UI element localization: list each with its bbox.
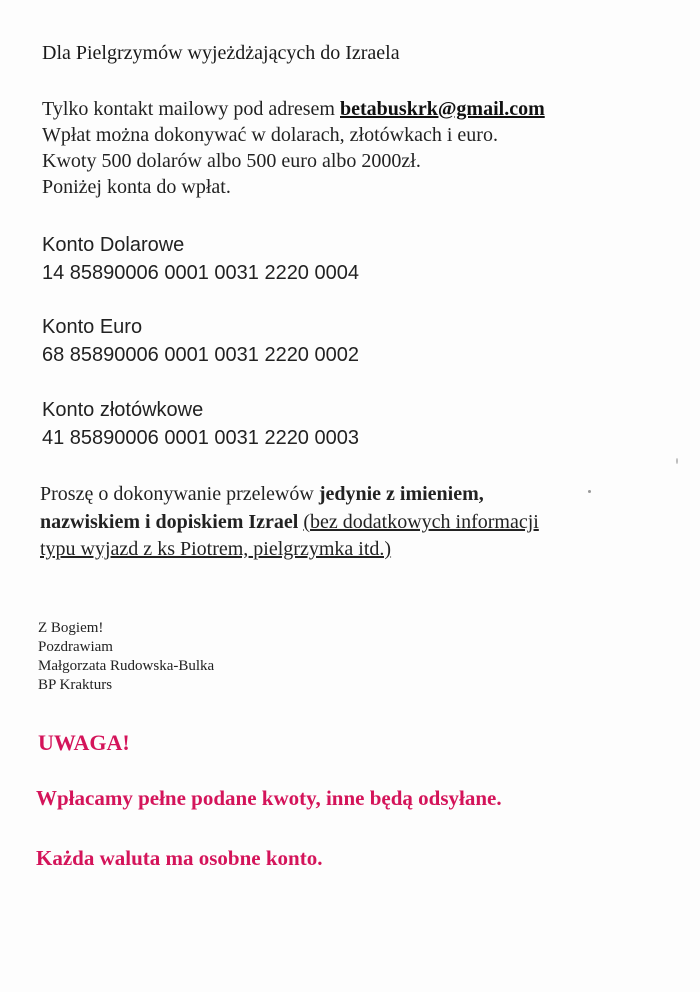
account-label-pln: Konto złotówkowe [42,399,204,421]
instructions-underline-1: (bez dodatkowych informacji [303,511,539,533]
contact-line [42,98,545,121]
account-label-usd: Konto Dolarowe [42,234,185,256]
account-number-eur: 68 85890006 0001 0031 2220 0002 [42,344,359,366]
signature-regards: Pozdrawiam [38,639,113,655]
instructions-line-1 [40,483,484,506]
amount-info: Kwoty 500 dolarów albo 500 euro albo 2000zł. [42,150,421,172]
signature-name: Małgorzata Rudowska-Bulka [38,658,215,674]
paper-speck [676,458,678,464]
instructions-line-3 [40,538,391,561]
instructions-text: Proszę o dokonywanie przelewów [40,483,319,505]
document-title: Dla Pielgrzymów wyjeżdżających do Izraela [42,42,400,64]
notice-line-1: Wpłacamy pełne podane kwoty, inne będą odsyłane. [36,786,502,810]
instructions-bold-2: nazwiskiem i dopiskiem Izrael [40,511,299,533]
account-number-usd: 14 85890006 0001 0031 2220 0004 [42,262,359,284]
paper-speck [588,490,591,493]
contact-prefix: Tylko kontakt mailowy pod adresem [42,98,340,120]
notice-line-2: Każda waluta ma osobne konto. [36,846,323,870]
instructions-underline-2: typu wyjazd z ks Piotrem, pielgrzymka itd.) [40,538,392,560]
account-number-pln: 41 85890006 0001 0031 2220 0003 [42,427,359,449]
accounts-intro: Poniżej konta do wpłat. [42,176,231,198]
email-link[interactable]: betabuskrk@gmail.com [340,98,545,120]
notice-title: UWAGA! [38,730,130,755]
signature-company: BP Krakturs [38,677,113,693]
signature-greeting: Z Bogiem! [38,620,104,636]
currency-info: Wpłat można dokonywać w dolarach, złotówkach i euro. [42,124,498,146]
instructions-line-2 [40,511,539,534]
instructions-bold-1: jedynie z imieniem, [318,483,484,505]
account-label-eur: Konto Euro [42,316,143,338]
